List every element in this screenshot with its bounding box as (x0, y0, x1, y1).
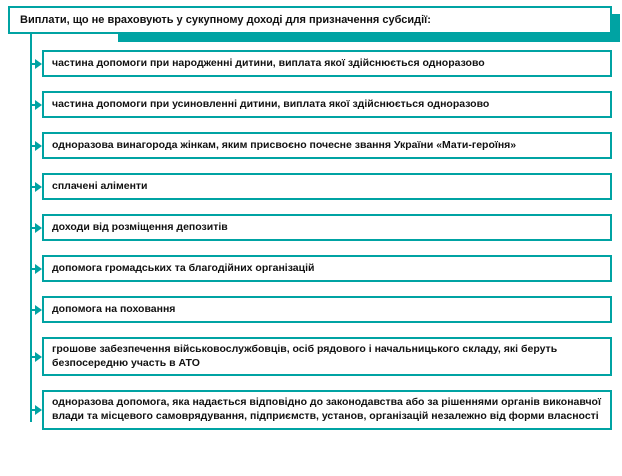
arrow-right-icon (30, 264, 42, 274)
diagram-title-box (8, 6, 612, 34)
list-item-text: допомога на поховання (52, 302, 176, 315)
list-item (42, 255, 612, 282)
list-item-box (42, 337, 612, 376)
list-item-text: сплачені аліменти (52, 179, 148, 192)
list-item-box (42, 390, 612, 429)
list-item (42, 390, 612, 429)
arrow-right-icon (30, 405, 42, 415)
list-item-text: одноразова допомога, яка надається відповідно до законодавства або за рішеннями органів виконавчої влади та місцевого самоврядування, підприємств, установ, організацій незалежно від форми власності (52, 396, 601, 422)
arrow-right-icon (30, 352, 42, 362)
list-item-text: частина допомоги при усиновленні дитини, виплата якої здійснюється одноразово (52, 97, 490, 110)
list-item-box (42, 255, 612, 282)
arrow-right-icon (30, 182, 42, 192)
list-item-text: грошове забезпечення військовослужбовців, осіб рядового і начальницького складу, які беруть безпосередню участь в АТО (52, 343, 558, 369)
list-item (42, 132, 612, 159)
arrow-right-icon (30, 100, 42, 110)
list-item (42, 50, 612, 77)
list-item-box (42, 91, 612, 118)
list-item-box (42, 50, 612, 77)
list-item-box (42, 132, 612, 159)
arrow-right-icon (30, 305, 42, 315)
item-list (8, 50, 612, 430)
list-item-box (42, 214, 612, 241)
list-item (42, 337, 612, 376)
list-item (42, 91, 612, 118)
list-item-box (42, 296, 612, 323)
diagram-title: Виплати, що не враховують у сукупному доході для призначення субсидії: (20, 14, 431, 26)
list-item-text: доходи від розміщення депозитів (52, 220, 228, 233)
list-item (42, 296, 612, 323)
arrow-right-icon (30, 141, 42, 151)
arrow-right-icon (30, 59, 42, 69)
list-item-box (42, 173, 612, 200)
list-item (42, 214, 612, 241)
arrow-right-icon (30, 223, 42, 233)
list-item-text: частина допомоги при народженні дитини, виплата якої здійснюється одноразово (52, 56, 485, 69)
list-item (42, 173, 612, 200)
list-item-text: одноразова винагорода жінкам, яким присвоєно почесне звання України «Мати-героїня» (52, 138, 517, 151)
diagram-header (8, 6, 612, 34)
list-item-text: допомога громадських та благодійних організацій (52, 261, 315, 274)
